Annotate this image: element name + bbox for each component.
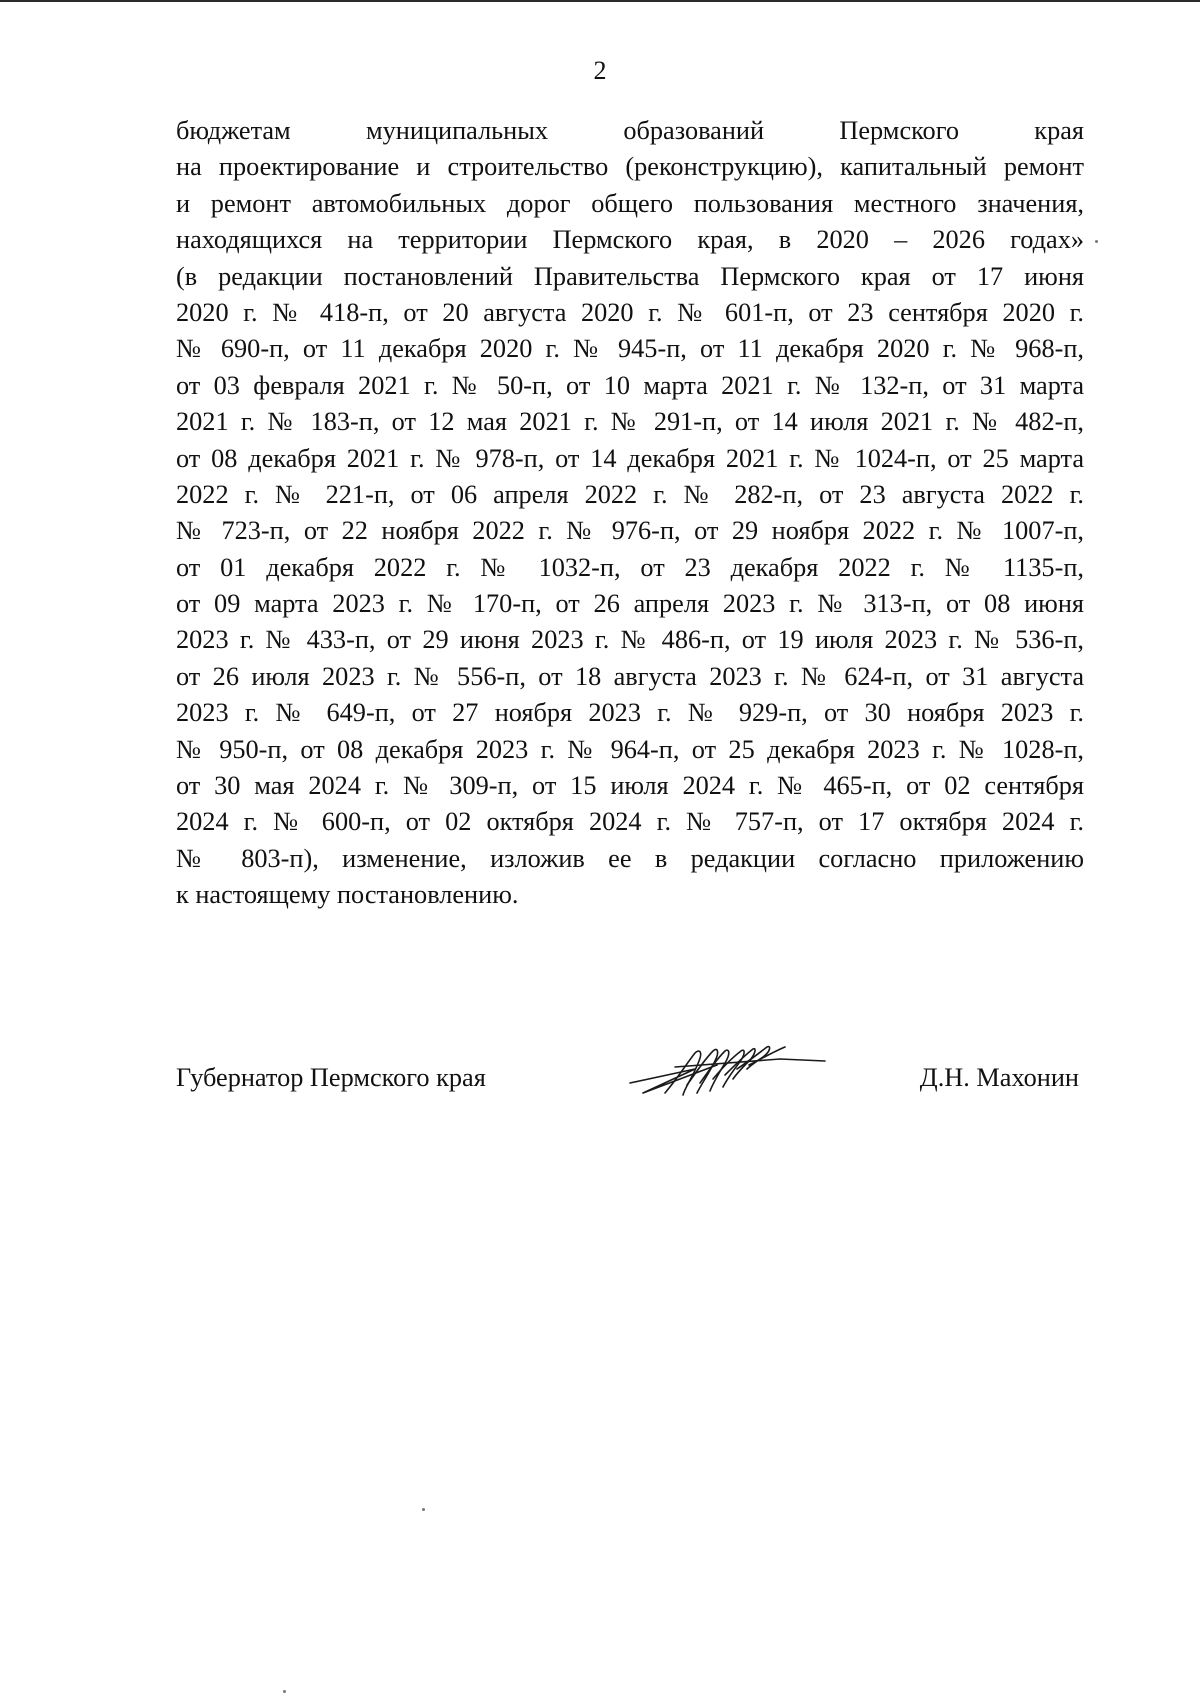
scan-edge [0, 0, 1200, 2]
body-line: от 03 февраля 2021 г. № 50-п, от 10 марта 2021 г. № 132-п, от 31 марта [176, 370, 1084, 400]
body-paragraph [176, 113, 1084, 914]
body-line: 2023 г. № 649-п, от 27 ноября 2023 г. № 929-п, от 30 ноября 2023 г. [176, 698, 1084, 728]
body-line: находящихся на территории Пермского края, в 2020 – 2026 годах» [176, 225, 1084, 255]
handwritten-signature [625, 1035, 835, 1115]
scan-speck [422, 1508, 425, 1511]
body-line: № 723-п, от 22 ноября 2022 г. № 976-п, от 29 ноября 2022 г. № 1007-п, [176, 516, 1084, 546]
scan-speck [1095, 240, 1098, 243]
body-line: 2022 г. № 221-п, от 06 апреля 2022 г. № 282-п, от 23 августа 2022 г. [176, 479, 1084, 509]
body-line: (в редакции постановлений Правительства Пермского края от 17 июня [176, 261, 1084, 291]
signer-name: Д.Н. Махонин [919, 1063, 1079, 1092]
body-line: 2024 г. № 600-п, от 02 октября 2024 г. № 757-п, от 17 октября 2024 г. [176, 807, 1084, 837]
body-line: от 01 декабря 2022 г. № 1032-п, от 23 декабря 2022 г. № 1135-п, [176, 552, 1084, 582]
body-line: и ремонт автомобильных дорог общего пользования местного значения, [176, 188, 1084, 218]
body-line: № 950-п, от 08 декабря 2023 г. № 964-п, от 25 декабря 2023 г. № 1028-п, [176, 734, 1084, 764]
body-line: № 803-п), изменение, изложив ее в редакции согласно приложению [176, 843, 1084, 873]
body-line: 2020 г. № 418-п, от 20 августа 2020 г. № 601-п, от 23 сентября 2020 г. [176, 297, 1084, 327]
body-line: на проектирование и строительство (реконструкцию), капитальный ремонт [176, 152, 1084, 182]
body-line: № 690-п, от 11 декабря 2020 г. № 945-п, от 11 декабря 2020 г. № 968-п, [176, 334, 1084, 364]
body-line: бюджетам муниципальных образований Пермского края [176, 116, 1084, 145]
body-line: к настоящему постановлению. [176, 880, 519, 910]
body-line: от 08 декабря 2021 г. № 978-п, от 14 декабря 2021 г. № 1024-п, от 25 марта [176, 443, 1084, 473]
body-line: 2023 г. № 433-п, от 29 июня 2023 г. № 486-п, от 19 июля 2023 г. № 536-п, [176, 625, 1084, 655]
signer-position: Губернатор Пермского края [176, 1063, 486, 1092]
body-line: от 26 июля 2023 г. № 556-п, от 18 августа 2023 г. № 624-п, от 31 августа [176, 661, 1084, 691]
body-line: от 09 марта 2023 г. № 170-п, от 26 апреля 2023 г. № 313-п, от 08 июня [176, 589, 1084, 619]
body-line: от 30 мая 2024 г. № 309-п, от 15 июля 2024 г. № 465-п, от 02 сентября [176, 771, 1084, 801]
page-number: 2 [593, 56, 607, 85]
scan-speck [283, 1690, 286, 1693]
body-line: 2021 г. № 183-п, от 12 мая 2021 г. № 291-п, от 14 июля 2021 г. № 482-п, [176, 407, 1084, 437]
